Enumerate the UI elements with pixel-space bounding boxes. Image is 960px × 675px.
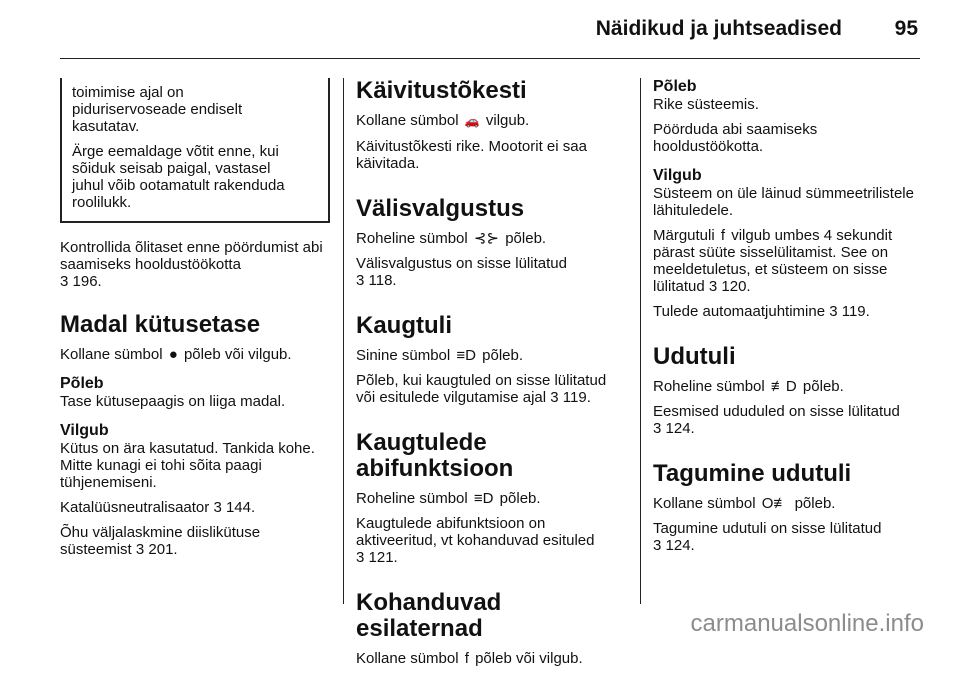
adaptive-symbol-paragraph [356, 650, 628, 667]
column-3 [653, 78, 923, 562]
immobiliser-text: Käivitustõkesti rike. Mootorit ei saa käivitada. [356, 138, 587, 172]
page-ref-link[interactable]: 3 196. [60, 273, 102, 290]
immobiliser-symbol-text-end: vilgub. [485, 112, 530, 129]
page-ref-link[interactable]: 3 201. [135, 541, 178, 558]
immobiliser-symbol-text: Kollane sümbol [356, 112, 459, 129]
page-ref-link[interactable]: 3 124. [653, 420, 695, 437]
fog-paragraph [653, 403, 923, 437]
note-text-1: toimimise ajal on piduriservoseade endiselt kasutatav. [72, 84, 243, 135]
exterior-text: Välisvalgustus on sisse lülitatud [356, 255, 567, 272]
car-key-icon: 🚗 [464, 114, 480, 128]
section-heading-exterior-light: Välisvalgustus [356, 195, 525, 222]
rear-fog-symbol-text: Kollane sümbol [653, 495, 756, 512]
diesel-bleed-paragraph [60, 524, 330, 558]
section-heading-high-beam-assist: Kaugtulede abifunktsioon [356, 429, 514, 482]
page-ref-link[interactable]: 3 144. [213, 499, 256, 516]
exterior-light-icon: ⊰⊱ [473, 230, 500, 247]
immobiliser-symbol-paragraph [356, 112, 628, 130]
note-box [60, 78, 330, 223]
subheading-vilgub: Vilgub [653, 167, 702, 184]
subheading-poleb: Põleb [653, 78, 697, 95]
auto-light-paragraph [653, 303, 923, 320]
column-divider-2 [640, 78, 641, 604]
high-beam-symbol-text-end: põleb. [482, 347, 524, 364]
adaptive-symbol-text-end: põleb või vilgub. [475, 650, 583, 667]
assist-symbol-text: Roheline sümbol [356, 490, 468, 507]
diesel-bleed-text: Õhu väljalaskmine diislikütuse süsteemist [60, 524, 261, 558]
watermark: carmanualsonline.info [690, 610, 924, 637]
subheading-poleb: Põleb [60, 375, 104, 392]
adaptive-light-icon: f [720, 227, 726, 244]
fog-light-icon: ≢D [770, 378, 797, 395]
section-heading-fog-light: Udutuli [653, 343, 736, 370]
high-beam-icon: ≡D [456, 347, 476, 364]
indicator-text: Märgutuli [653, 227, 715, 244]
page-number: 95 [894, 17, 918, 40]
assist-symbol-text-end: põleb. [499, 490, 541, 507]
assist-text: Kaugtulede abifunktsioon on aktiveeritud, vt kohanduvad esituled [356, 515, 595, 549]
section-heading-rear-fog-light: Tagumine udutuli [653, 460, 852, 487]
high-beam-paragraph [356, 372, 628, 406]
exterior-symbol-paragraph [356, 230, 628, 247]
rear-fog-symbol-paragraph [653, 495, 923, 512]
section-heading-immobiliser: Käivitustõkesti [356, 77, 527, 104]
catalyst-paragraph [60, 499, 330, 516]
rear-fog-light-icon: O≢ [761, 495, 789, 512]
fuel-symbol-paragraph [60, 346, 330, 363]
high-beam-symbol-paragraph [356, 347, 628, 364]
page-header-title: Näidikud ja juhtseadised [595, 17, 842, 40]
exterior-paragraph [356, 255, 628, 289]
vilgub-text: Kütus on ära kasutatud. Tankida kohe. Mitte kunagi ei tohi sõita paagi tühjenemiseni. [60, 440, 315, 491]
page-ref-link[interactable]: 3 119. [550, 389, 591, 406]
auto-light-text: Tulede automaatjuhtimine [653, 303, 826, 320]
poleb-text: Tase kütusepaagis on liiga madal. [60, 393, 286, 410]
adaptive-light-icon: f [464, 650, 469, 667]
page-ref-link[interactable]: 3 120. [708, 278, 751, 295]
fuel-symbol-text-end: põleb või vilgub. [183, 346, 292, 363]
fog-symbol-text-end: põleb. [802, 378, 844, 395]
rear-fog-symbol-text-end: põleb. [794, 495, 836, 512]
vilgub-text: Süsteem on üle läinud sümmeetrilistele lähituledele. [653, 185, 914, 219]
fuel-symbol-text: Kollane sümbol [60, 346, 163, 363]
indicator-paragraph [653, 227, 923, 295]
rear-fog-paragraph [653, 520, 923, 554]
column-divider-1 [343, 78, 344, 604]
note-text-2: Ärge eemaldage võtit enne, kui sõiduk seisab paigal, vastasel juhul võib ootamatult rakenduda roolilukk. [72, 143, 285, 211]
section-heading-adaptive-lights: Kohanduvad esilaternad [356, 589, 502, 642]
rear-fog-text: Tagumine udutuli on sisse lülitatud [653, 520, 882, 537]
header-divider [60, 58, 920, 59]
adaptive-symbol-text: Kollane sümbol [356, 650, 459, 667]
poleb-text: Rike süsteemis. [653, 96, 759, 113]
page-ref-link[interactable]: 3 121. [356, 549, 398, 566]
oil-check-text: Kontrollida õlitaset enne pöördumist abi saamiseks hooldustöökotta [60, 239, 323, 273]
page-ref-link[interactable]: 3 124. [653, 537, 695, 554]
high-beam-assist-icon: ≡D [473, 490, 494, 507]
assist-symbol-paragraph [356, 490, 628, 507]
fog-symbol-paragraph [653, 378, 923, 395]
column-1 [60, 78, 330, 566]
indicator-text-end: vilgub umbes 4 sekundit pärast süüte sisselülitamist. See on meeldetuletus, et süsteem on sisse lülitatud [653, 227, 893, 295]
page-ref-link[interactable]: 3 118. [356, 272, 397, 289]
poleb-text-2: Pöörduda abi saamiseks hooldustöökotta. [653, 121, 818, 155]
section-heading-low-fuel: Madal kütusetase [60, 311, 261, 338]
assist-paragraph [356, 515, 628, 566]
exterior-symbol-text: Roheline sümbol [356, 230, 468, 247]
fog-symbol-text: Roheline sümbol [653, 378, 765, 395]
catalyst-text: Katalüüsneutralisaator [60, 499, 210, 516]
section-heading-high-beam: Kaugtuli [356, 312, 452, 339]
fog-text: Eesmised ududuled on sisse lülitatud [653, 403, 900, 420]
subheading-vilgub: Vilgub [60, 422, 109, 439]
column-2 [356, 78, 628, 675]
high-beam-text: Põleb, kui kaugtuled on sisse lülitatud või esitulede vilgutamise ajal [356, 372, 607, 406]
fuel-warning-icon: ● [168, 346, 178, 363]
page-ref-link[interactable]: 3 119. [829, 303, 870, 320]
oil-check-paragraph [60, 239, 330, 290]
high-beam-symbol-text: Sinine sümbol [356, 347, 451, 364]
exterior-symbol-text-end: põleb. [505, 230, 547, 247]
